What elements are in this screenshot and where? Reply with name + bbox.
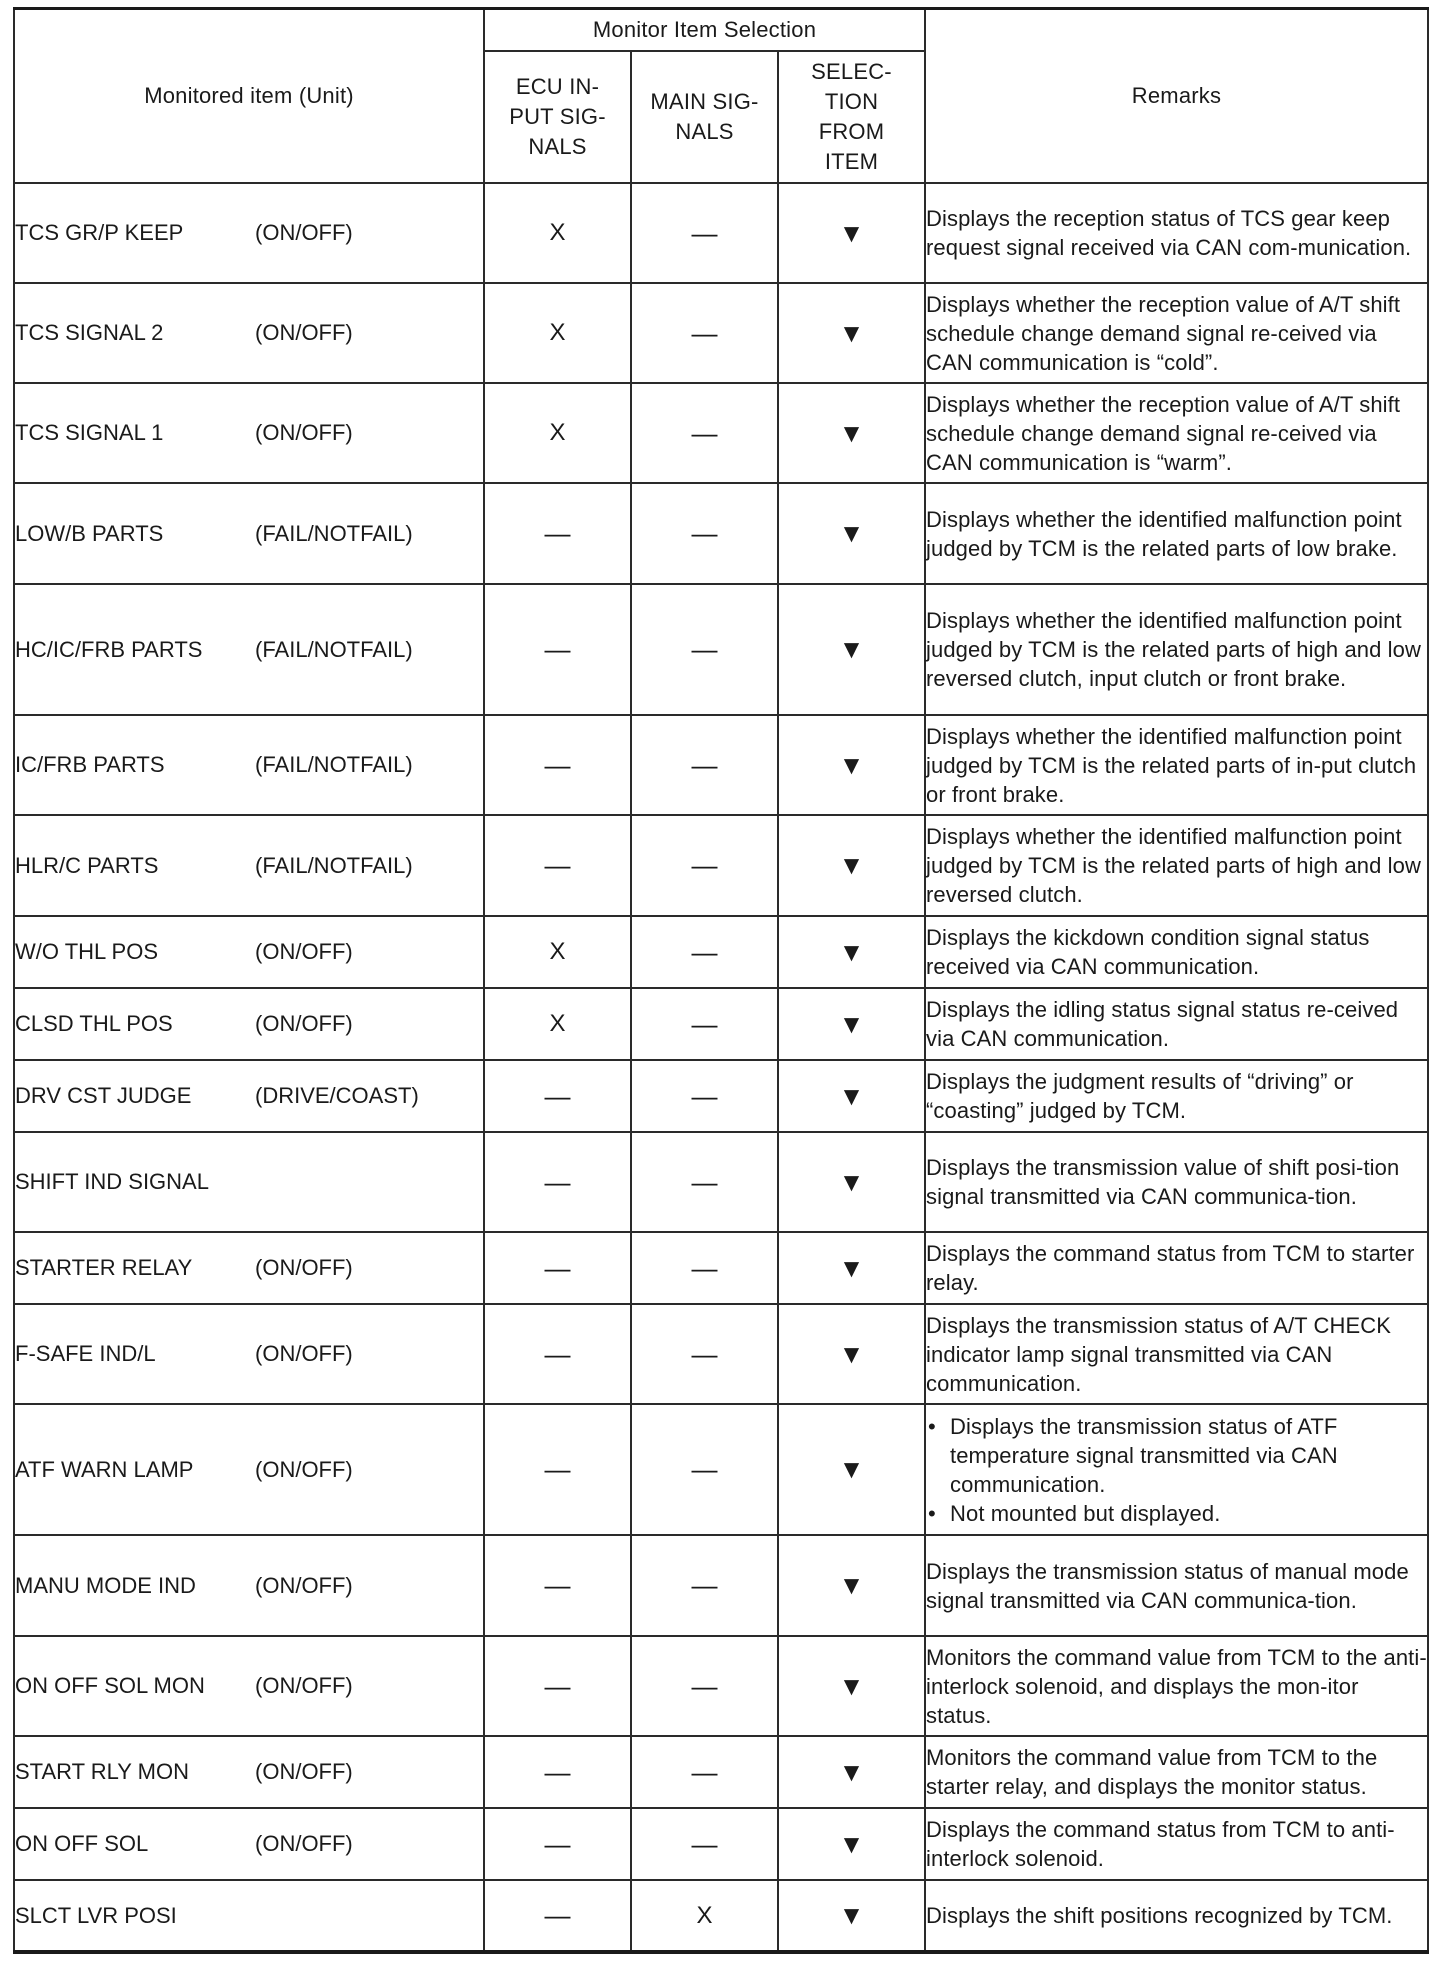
table-row	[14, 1808, 1428, 1880]
remarks-cell: Displays the transmission value of shift posi-tion signal transmitted via CAN communica-tion.	[925, 1132, 1428, 1232]
ecu-input-signals-mark: —	[484, 1132, 631, 1232]
monitor-item-table	[13, 7, 1429, 1954]
item-unit: (ON/OFF)	[255, 220, 353, 245]
main-signals-mark: —	[631, 1636, 778, 1736]
item-unit: (FAIL/NOTFAIL)	[255, 636, 413, 662]
remarks-cell: Displays whether the identified malfunction point judged by TCM is the related parts of high and low reversed clutch, input clutch or front brake.	[925, 584, 1428, 715]
item-name: SLCT LVR POSI	[15, 1902, 177, 1928]
remarks-cell: Displays whether the reception value of A/T shift schedule change demand signal re-ceived via CAN communication is “cold”.	[925, 283, 1428, 383]
table-row	[14, 483, 1428, 584]
ecu-input-signals-mark: —	[484, 815, 631, 916]
table-row	[14, 1060, 1428, 1132]
remarks-cell	[925, 1404, 1428, 1535]
ecu-input-signals-mark: X	[484, 183, 631, 283]
item-name: F-SAFE IND/L	[15, 1341, 156, 1366]
item-name: TCS SIGNAL 1	[15, 420, 164, 445]
selection-from-item-mark: ▼	[778, 1636, 925, 1736]
selection-from-item-mark: ▼	[778, 1060, 925, 1132]
remarks-cell: Monitors the command value from TCM to the starter relay, and displays the monitor status.	[925, 1736, 1428, 1808]
item-name: MANU MODE IND	[15, 1572, 196, 1598]
ecu-input-signals-mark: —	[484, 1232, 631, 1304]
item-unit: (ON/OFF)	[255, 1011, 353, 1036]
table-row	[14, 1304, 1428, 1404]
table-row	[14, 1736, 1428, 1808]
main-signals-mark: —	[631, 283, 778, 383]
selection-from-item-mark: ▼	[778, 1404, 925, 1535]
item-name: CLSD THL POS	[15, 1011, 173, 1036]
item-unit: (FAIL/NOTFAIL)	[255, 752, 413, 777]
monitored-item-cell	[14, 715, 484, 815]
main-signals-mark: —	[631, 1404, 778, 1535]
main-signals-mark: —	[631, 916, 778, 988]
monitored-item-cell	[14, 584, 484, 715]
selection-from-item-mark: ▼	[778, 988, 925, 1060]
table-row	[14, 183, 1428, 283]
item-name: ON OFF SOL	[15, 1831, 149, 1856]
monitored-item-cell	[14, 815, 484, 916]
remarks-cell: Displays whether the identified malfunction point judged by TCM is the related parts of low brake.	[925, 483, 1428, 584]
main-signals-mark: —	[631, 1232, 778, 1304]
item-unit: (ON/OFF)	[255, 1673, 353, 1698]
remarks-cell: Displays the kickdown condition signal status received via CAN communication.	[925, 916, 1428, 988]
selection-from-item-mark: ▼	[778, 1535, 925, 1636]
ecu-input-signals-mark: —	[484, 1535, 631, 1636]
table-row	[14, 1404, 1428, 1535]
header-ecu-input-signals: ECU IN- PUT SIG- NALS	[484, 51, 631, 183]
table-row	[14, 1535, 1428, 1636]
item-unit: (DRIVE/COAST)	[255, 1083, 419, 1108]
ecu-input-signals-mark: —	[484, 1736, 631, 1808]
selection-from-item-mark: ▼	[778, 715, 925, 815]
item-name: TCS GR/P KEEP	[15, 220, 184, 245]
item-unit: (ON/OFF)	[255, 1456, 353, 1482]
header-monitor-item-selection: Monitor Item Selection	[484, 9, 925, 52]
table-row	[14, 283, 1428, 383]
table-row	[14, 584, 1428, 715]
monitored-item-cell	[14, 183, 484, 283]
remarks-cell: Displays the transmission status of manual mode signal transmitted via CAN communica-tion.	[925, 1535, 1428, 1636]
ecu-input-signals-mark: —	[484, 715, 631, 815]
table-row	[14, 1880, 1428, 1952]
item-name: IC/FRB PARTS	[15, 752, 165, 777]
monitored-item-cell	[14, 483, 484, 584]
monitored-item-cell	[14, 1636, 484, 1736]
main-signals-mark: —	[631, 1808, 778, 1880]
table-row	[14, 383, 1428, 483]
monitored-item-cell	[14, 1232, 484, 1304]
main-signals-mark: —	[631, 1060, 778, 1132]
selection-from-item-mark: ▼	[778, 183, 925, 283]
item-unit: (ON/OFF)	[255, 939, 353, 964]
remarks-cell: Monitors the command value from TCM to the anti-interlock solenoid, and displays the mon-itor status.	[925, 1636, 1428, 1736]
ecu-input-signals-mark: —	[484, 483, 631, 584]
selection-from-item-mark: ▼	[778, 1880, 925, 1952]
table-body	[14, 183, 1428, 1952]
remarks-cell: Displays the transmission status of A/T CHECK indicator lamp signal transmitted via CAN communication.	[925, 1304, 1428, 1404]
item-unit: (ON/OFF)	[255, 1572, 353, 1598]
main-signals-mark: —	[631, 183, 778, 283]
selection-from-item-mark: ▼	[778, 283, 925, 383]
main-signals-mark: —	[631, 1132, 778, 1232]
main-signals-mark: —	[631, 1304, 778, 1404]
monitored-item-cell	[14, 1060, 484, 1132]
ecu-input-signals-mark: —	[484, 584, 631, 715]
monitored-item-cell	[14, 383, 484, 483]
item-unit: (FAIL/NOTFAIL)	[255, 520, 413, 546]
remarks-cell: Displays the judgment results of “driving” or “coasting” judged by TCM.	[925, 1060, 1428, 1132]
remarks-cell: Displays the command status from TCM to anti-interlock solenoid.	[925, 1808, 1428, 1880]
ecu-input-signals-mark: —	[484, 1404, 631, 1535]
monitored-item-cell	[14, 1404, 484, 1535]
table-row	[14, 1132, 1428, 1232]
selection-from-item-mark: ▼	[778, 1304, 925, 1404]
remarks-cell: Displays the command status from TCM to starter relay.	[925, 1232, 1428, 1304]
ecu-input-signals-mark: X	[484, 988, 631, 1060]
remarks-cell: Displays whether the identified malfunction point judged by TCM is the related parts of in-put clutch or front brake.	[925, 715, 1428, 815]
item-unit: (ON/OFF)	[255, 1255, 353, 1280]
header-selection-from-item: SELEC- TION FROM ITEM	[778, 51, 925, 183]
header-main-signals: MAIN SIG- NALS	[631, 51, 778, 183]
remarks-cell: Displays the reception status of TCS gear keep request signal received via CAN com-munication.	[925, 183, 1428, 283]
item-name: HC/IC/FRB PARTS	[15, 636, 203, 662]
ecu-input-signals-mark: —	[484, 1808, 631, 1880]
table-row	[14, 1636, 1428, 1736]
ecu-input-signals-mark: —	[484, 1880, 631, 1952]
item-name: LOW/B PARTS	[15, 520, 164, 546]
header-remarks: Remarks	[925, 9, 1428, 184]
item-name: HLR/C PARTS	[15, 852, 159, 878]
main-signals-mark: —	[631, 988, 778, 1060]
main-signals-mark: —	[631, 584, 778, 715]
item-unit: (ON/OFF)	[255, 320, 353, 345]
monitored-item-cell	[14, 1880, 484, 1952]
remarks-cell: Displays whether the reception value of A/T shift schedule change demand signal re-ceived via CAN communication is “warm”.	[925, 383, 1428, 483]
monitored-item-cell	[14, 916, 484, 988]
monitored-item-cell	[14, 1808, 484, 1880]
ecu-input-signals-mark: —	[484, 1636, 631, 1736]
item-name: ATF WARN LAMP	[15, 1456, 194, 1482]
item-name: START RLY MON	[15, 1759, 190, 1784]
header-monitored-item: Monitored item (Unit)	[14, 9, 484, 184]
item-name: W/O THL POS	[15, 939, 159, 964]
monitored-item-cell	[14, 988, 484, 1060]
item-unit: (ON/OFF)	[255, 1759, 353, 1784]
ecu-input-signals-mark: X	[484, 383, 631, 483]
selection-from-item-mark: ▼	[778, 1232, 925, 1304]
remarks-list-item: • Not mounted but displayed.	[950, 1499, 1427, 1528]
selection-from-item-mark: ▼	[778, 584, 925, 715]
main-signals-mark: —	[631, 1736, 778, 1808]
table-row	[14, 916, 1428, 988]
item-name: DRV CST JUDGE	[15, 1083, 192, 1108]
selection-from-item-mark: ▼	[778, 1808, 925, 1880]
remarks-cell: Displays whether the identified malfunction point judged by TCM is the related parts of high and low reversed clutch.	[925, 815, 1428, 916]
main-signals-mark: —	[631, 715, 778, 815]
item-unit: (FAIL/NOTFAIL)	[255, 852, 413, 878]
remarks-list-item: • Displays the transmission status of ATF temperature signal transmitted via CAN communication.	[950, 1412, 1427, 1499]
item-name: SHIFT IND SIGNAL	[15, 1169, 209, 1194]
main-signals-mark: —	[631, 1535, 778, 1636]
main-signals-mark: —	[631, 383, 778, 483]
table-row	[14, 715, 1428, 815]
main-signals-mark: —	[631, 815, 778, 916]
main-signals-mark: X	[631, 1880, 778, 1952]
monitored-item-cell	[14, 283, 484, 383]
monitored-item-cell	[14, 1736, 484, 1808]
item-unit: (ON/OFF)	[255, 1341, 353, 1366]
item-name: STARTER RELAY	[15, 1255, 193, 1280]
main-signals-mark: —	[631, 483, 778, 584]
monitored-item-cell	[14, 1304, 484, 1404]
selection-from-item-mark: ▼	[778, 483, 925, 584]
ecu-input-signals-mark: —	[484, 1304, 631, 1404]
remarks-list	[926, 1412, 1427, 1528]
selection-from-item-mark: ▼	[778, 1736, 925, 1808]
item-name: TCS SIGNAL 2	[15, 320, 164, 345]
table-row	[14, 1232, 1428, 1304]
table-row	[14, 988, 1428, 1060]
monitored-item-cell	[14, 1132, 484, 1232]
selection-from-item-mark: ▼	[778, 815, 925, 916]
selection-from-item-mark: ▼	[778, 1132, 925, 1232]
item-name: ON OFF SOL MON	[15, 1673, 205, 1698]
selection-from-item-mark: ▼	[778, 916, 925, 988]
item-unit: (ON/OFF)	[255, 420, 353, 445]
selection-from-item-mark: ▼	[778, 383, 925, 483]
remarks-cell: Displays the idling status signal status re-ceived via CAN communication.	[925, 988, 1428, 1060]
monitored-item-cell	[14, 1535, 484, 1636]
ecu-input-signals-mark: X	[484, 283, 631, 383]
item-unit: (ON/OFF)	[255, 1831, 353, 1856]
ecu-input-signals-mark: —	[484, 1060, 631, 1132]
ecu-input-signals-mark: X	[484, 916, 631, 988]
table-row	[14, 815, 1428, 916]
remarks-cell: Displays the shift positions recognized by TCM.	[925, 1880, 1428, 1952]
